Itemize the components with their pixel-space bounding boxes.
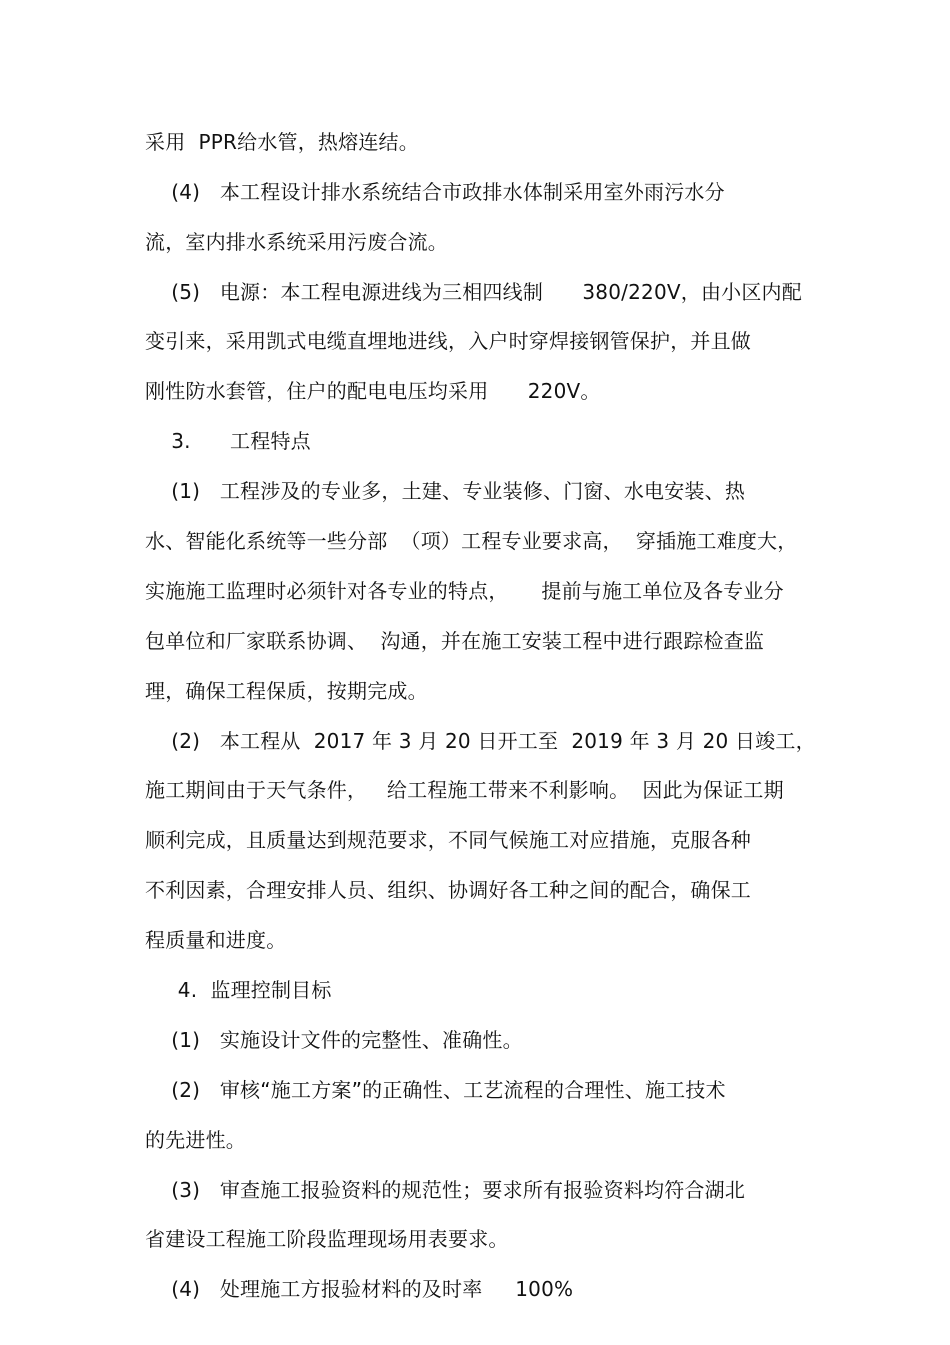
text-line: 施工期间由于天气条件， 给工程施工带来不利影响。 因此为保证工期	[145, 778, 784, 802]
text-line: (1) 工程涉及的专业多，土建、专业装修、门窗、水电安装、热	[145, 479, 746, 503]
text-line: 刚性防水套管，住户的配电电压均采用 220V。	[145, 379, 601, 403]
text-line: (2) 本工程从 2017 年 3 月 20 日开工至 2019 年 3 月 20 日竣工，	[145, 729, 816, 753]
text-line: 包单位和厂家联系协调、 沟通，并在施工安装工程中进行跟踪检查监	[145, 629, 765, 653]
text-line: 流，室内排水系统采用污废合流。	[145, 230, 448, 254]
text-line: (2) 审核“施工方案”的正确性、工艺流程的合理性、施工技术	[145, 1078, 726, 1102]
text-line: 的先进性。	[145, 1128, 246, 1152]
text-line: 变引来，采用凯式电缆直埋地进线，入户时穿焊接钢管保护，并且做	[145, 329, 751, 353]
text-line: (1) 实施设计文件的完整性、准确性。	[145, 1028, 523, 1052]
text-line: 不利因素，合理安排人员、组织、协调好各工种之间的配合，确保工	[145, 878, 751, 902]
text-line: 理，确保工程保质，按期完成。	[145, 679, 428, 703]
text-line: (4) 本工程设计排水系统结合市政排水体制采用室外雨污水分	[145, 180, 725, 204]
text-line: 采用 PPR给水管，热熔连结。	[145, 130, 419, 154]
text-line: 省建设工程施工阶段监理现场用表要求。	[145, 1227, 509, 1251]
text-line: 程质量和进度。	[145, 928, 287, 952]
text-line: (5) 电源：本工程电源进线为三相四线制 380/220V，由小区内配	[145, 280, 802, 304]
text-line: 顺利完成，且质量达到规范要求，不同气候施工对应措施，克服各种	[145, 828, 751, 852]
section-heading: 4. 监理控制目标	[145, 978, 332, 1002]
text-line: 水、智能化系统等一些分部 （项）工程专业要求高， 穿插施工难度大，	[145, 529, 798, 553]
section-heading: 3. 工程特点	[145, 429, 311, 453]
text-line: 实施施工监理时必须针对各专业的特点， 提前与施工单位及各专业分	[145, 579, 784, 603]
text-line: (3) 审查施工报验资料的规范性；要求所有报验资料均符合湖北	[145, 1178, 746, 1202]
text-line: (4) 处理施工方报验材料的及时率 100%	[145, 1277, 574, 1301]
